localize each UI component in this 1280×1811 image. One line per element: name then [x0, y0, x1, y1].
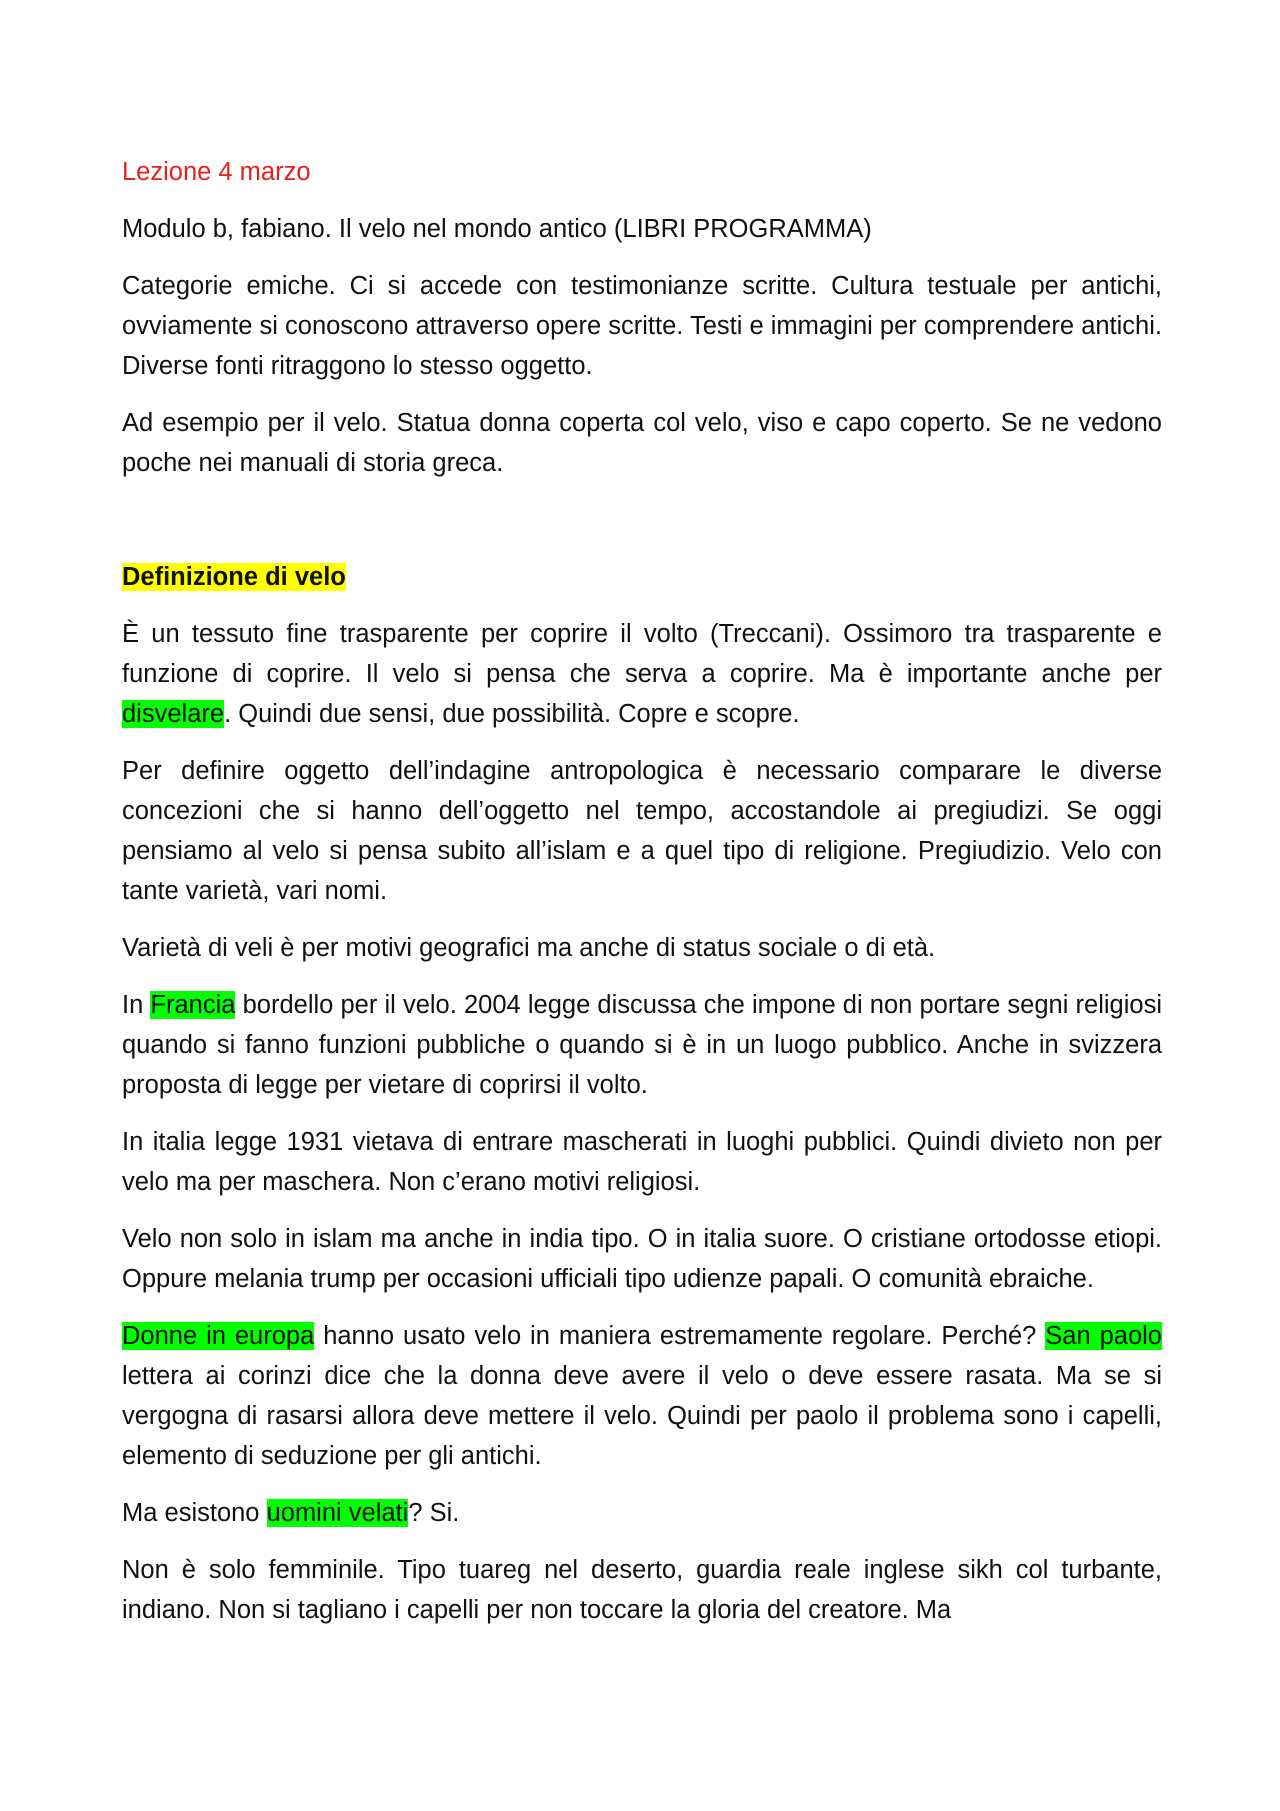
paragraph-esempio: Ad esempio per il velo. Statua donna coperta col velo, viso e capo coperto. Se ne vedono poche nei manuali di storia greca.: [122, 409, 1162, 477]
text-segment: hanno usato velo in maniera estremamente regolare. Perché?: [314, 1322, 1046, 1350]
highlighted-term: Francia: [150, 991, 236, 1019]
paragraph-italia: In italia legge 1931 vietava di entrare mascherati in luoghi pubblici. Quindi divieto non per velo ma per maschera. Non c’erano motivi religiosi.: [122, 1128, 1162, 1196]
text-segment: bordello per il velo. 2004 legge discussa che impone di non portare segni religiosi quando si fanno funzioni pubbliche o quando si è in un luogo pubblico. Anche in svizzera proposta di legge per vietare di coprirsi il volto.: [122, 991, 1162, 1099]
paragraph-varieta: Varietà di veli è per motivi geografici ma anche di status sociale o di età.: [122, 934, 936, 962]
paragraph-europa: [122, 1316, 1162, 1476]
highlighted-term: disvelare: [122, 700, 225, 728]
paragraph-tessuto: [122, 614, 1162, 734]
highlighted-term: Donne in europa: [122, 1322, 315, 1350]
highlighted-term: uomini velati: [266, 1499, 409, 1527]
module-line: Modulo b, fabiano. Il velo nel mondo antico (LIBRI PROGRAMMA): [122, 215, 872, 243]
paragraph-categorie: Categorie emiche. Ci si accede con testimonianze scritte. Cultura testuale per antichi, ovviamente si conoscono attraverso opere scritte. Testi e immagini per comprendere antichi. Diverse fonti ritraggono lo stesso oggetto.: [122, 272, 1162, 380]
paragraph-francia: [122, 985, 1162, 1105]
text-segment: È un tessuto fine trasparente per coprire il volto (Treccani). Ossimoro tra trasparente e funzione di coprire. Il velo si pensa che serva a coprire. Ma è importante anche per: [122, 620, 1162, 688]
text-segment: ? Si.: [408, 1499, 460, 1527]
blank-line: [122, 500, 1162, 557]
text-segment: Ma esistono: [122, 1499, 267, 1527]
paragraph-uomini: [122, 1493, 1162, 1533]
text-segment: . Quindi due sensi, due possibilità. Copre e scopre.: [224, 700, 800, 728]
section-heading: [122, 557, 1162, 597]
heading-highlight: Definizione di velo: [122, 563, 346, 591]
text-segment: lettera ai corinzi dice che la donna deve avere il velo o deve essere rasata. Ma se si vergogna di rasarsi allora deve mettere il velo. Quindi per paolo il problema sono i capelli, elemento di seduzione per gli antichi.: [122, 1362, 1162, 1470]
highlighted-term: San paolo: [1045, 1322, 1162, 1350]
paragraph-islam: Velo non solo in islam ma anche in india tipo. O in italia suore. O cristiane ortodosse etiopi. Oppure melania trump per occasioni ufficiali tipo udienze papali. O comunità ebraiche.: [122, 1225, 1162, 1293]
text-segment: In: [122, 991, 151, 1019]
document-page: [122, 152, 1162, 1647]
paragraph-femminile: Non è solo femminile. Tipo tuareg nel deserto, guardia reale inglese sikh col turbante, indiano. Non si tagliano i capelli per non toccare la gloria del creatore. Ma: [122, 1556, 1162, 1624]
paragraph-definire: Per definire oggetto dell’indagine antropologica è necessario comparare le diverse concezioni che si hanno dell’oggetto nel tempo, accostandole ai pregiudizi. Se oggi pensiamo al velo si pensa subito all’islam e a quel tipo di religione. Pregiudizio. Velo con tante varietà, vari nomi.: [122, 757, 1162, 905]
lesson-title: Lezione 4 marzo: [122, 158, 311, 186]
